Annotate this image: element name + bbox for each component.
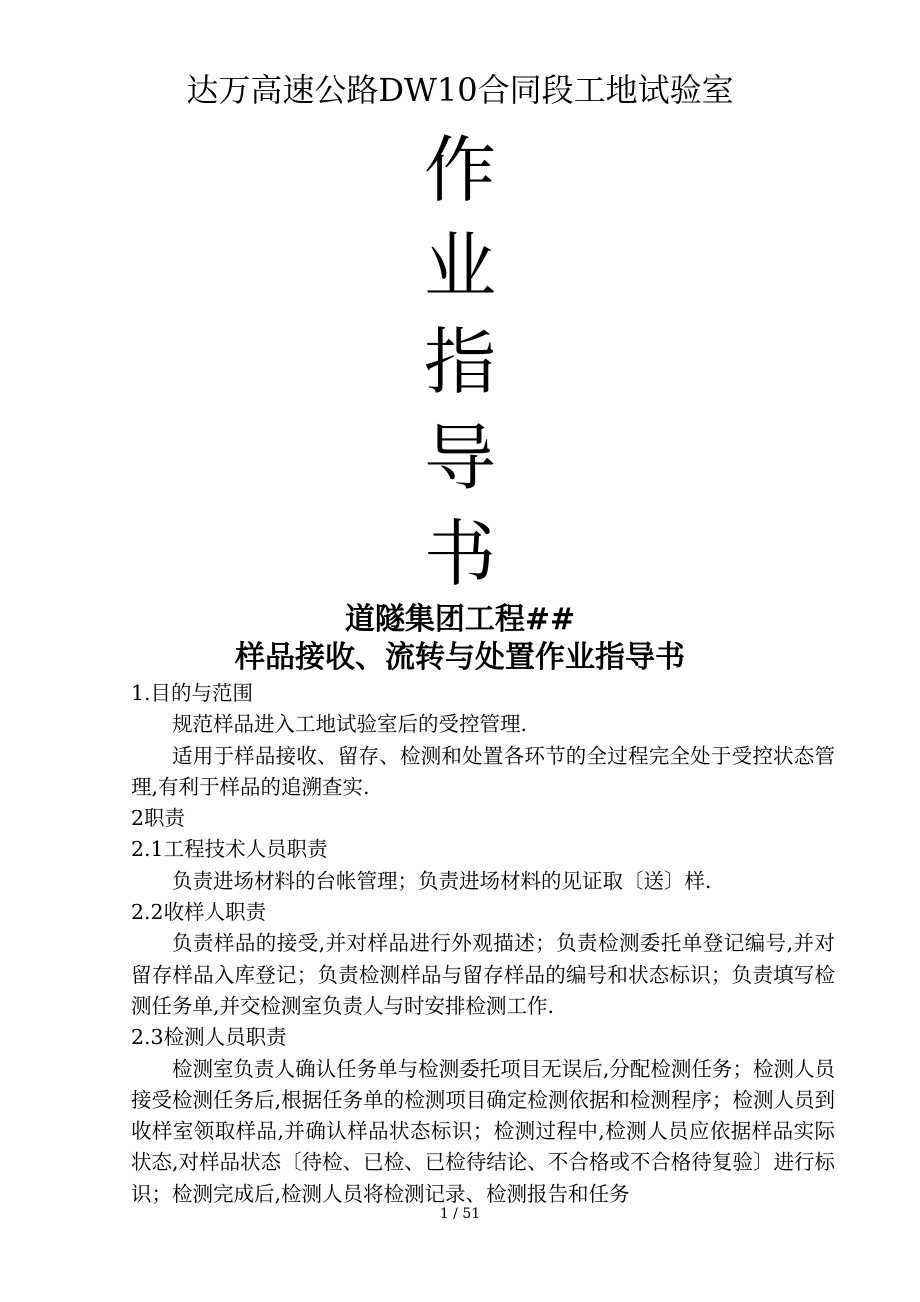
section-2-3-paragraph: 检测室负责人确认任务单与检测委托项目无误后,分配检测任务；检测人员接受检测任务后,根据任务单的检测项目确定检测依据和检测程序；检测人员到收样室领取样品,并确认样品状态标识；检测过程中,检测人员应依据样品实际状态,对样品状态〔待检、已检、已检待结论、不合格或不合格待复验〕进行标识；检测完成后,检测人员将检测记录、检测报告和任务: [131, 1056, 835, 1206]
cover-char-2: 业: [423, 224, 496, 308]
cover-char-1: 作: [423, 128, 496, 212]
cover-char-3: 指: [423, 320, 496, 404]
section-2-2-heading: 2.2收样人职责: [131, 900, 267, 925]
document-body: [131, 678, 835, 1210]
lab-name-header: 达万高速公路DW10合同段工地试验室: [186, 71, 734, 109]
cover-char-5: 书: [423, 512, 496, 596]
company-title: 道隧集团工程##: [344, 602, 576, 637]
section-1-paragraph-1: 规范样品进入工地试验室后的受控管理.: [172, 712, 528, 737]
section-2-heading: 2职责: [131, 806, 186, 831]
section-1-heading: 1.目的与范围: [131, 681, 254, 705]
section-1-paragraph-2: 适用于样品接收、留存、检测和处置各环节的全过程完全处于受控状态管理,有利于样品的追溯查实.: [131, 743, 835, 799]
section-2-1-paragraph: 负责进场材料的台帐管理；负责进场材料的见证取〔送〕样.: [172, 868, 712, 893]
section-2-2-paragraph: 负责样品的接受,并对样品进行外观描述；负责检测委托单登记编号,并对留存样品入库登记；负责检测样品与留存样品的编号和状态标识；负责填写检测任务单,并交检测室负责人与时安排检测工作.: [131, 931, 835, 1018]
section-2-1-heading: 2.1工程技术人员职责: [131, 837, 328, 862]
page-number: 1 / 51: [439, 1206, 481, 1222]
section-2-3-heading: 2.3检测人员职责: [131, 1025, 287, 1050]
cover-char-4: 导: [423, 416, 496, 500]
document-title: 样品接收、流转与处置作业指导书: [235, 640, 685, 675]
